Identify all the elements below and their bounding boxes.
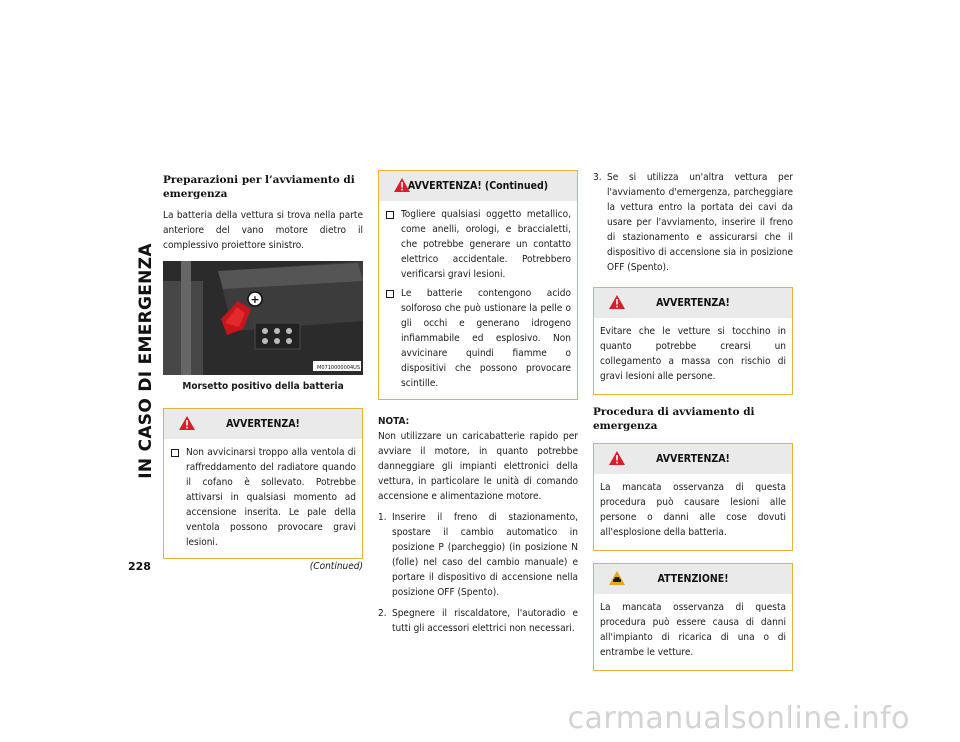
column-2 (378, 170, 578, 636)
svg-text:+: + (250, 293, 260, 306)
warning-title: AVVERTENZA! (Continued) (407, 179, 549, 192)
note-label: NOTA: (378, 416, 410, 427)
step-item (593, 170, 793, 275)
step-number: 1. (378, 512, 387, 523)
caution-car-icon (608, 570, 626, 586)
column-1 (163, 173, 363, 573)
warning-box (163, 408, 363, 559)
warning-header (379, 171, 577, 201)
caution-text: La mancata osservanza di questa procedura può essere causa di danni all'impianto di ricarica di una o di entrambe le vetture. (600, 602, 786, 658)
warning-item (170, 445, 356, 550)
step-item (378, 510, 578, 600)
caution-title: ATTENZIONE! (657, 572, 729, 585)
bullet-box-icon (171, 449, 179, 457)
bullet-box-icon (386, 211, 394, 219)
photo-caption: Morsetto positivo della batteria (182, 381, 344, 392)
column-3 (593, 170, 793, 679)
warning-title: AVVERTENZA! (656, 296, 730, 309)
step-text: Spegnere il riscaldatore, l'autoradio e tutti gli accessori elettrici non necessari. (392, 608, 578, 634)
bullet-box-icon (386, 290, 394, 298)
caution-box (593, 563, 793, 671)
section-heading: Procedura di avviamento di emergenza (593, 406, 755, 432)
note-text: Non utilizzare un caricabatterie rapido per avviare il motore, in quanto potrebbe danneggiare gli impianti elettronici della vettura, in particolare le unità di comando accensione e alimentazione motore. (378, 431, 578, 502)
warning-box (593, 287, 793, 395)
warning-item (385, 286, 571, 391)
step-text: Inserire il freno di stazionamento, spostare il cambio automatico in posizione P (parcheggio) (in posizione N (folle) nel caso del cambio manuale) e portare il dispositivo di accensione nella posizione OFF (Spento). (392, 512, 578, 598)
warning-triangle-icon (608, 450, 626, 466)
caution-header (594, 564, 792, 594)
warning-item-text: Non avvicinarsi troppo alla ventola di raffreddamento del radiatore quando il cofano è sollevato. Potrebbe attivarsi in qualsiasi momento ad accensione inserita. Le pale della ventola possono provocare gravi lesioni. (186, 447, 356, 548)
note-block (378, 414, 578, 504)
caution-body (594, 594, 792, 670)
warning-body (594, 318, 792, 394)
watermark: carmanualsonline.info (567, 701, 910, 736)
section-heading: Preparazioni per l’avviamento di emergenza (163, 174, 355, 200)
warning-triangle-icon (608, 294, 626, 310)
battery-photo-illustration (163, 261, 363, 375)
intro-paragraph: La batteria della vettura si trova nella parte anteriore del vano motore dietro il complessivo proiettore sinistro. (163, 210, 363, 251)
warning-body (164, 439, 362, 558)
warning-body (379, 201, 577, 399)
warning-header (594, 288, 792, 318)
warning-box (593, 443, 793, 551)
step-item (378, 606, 578, 636)
step-number: 2. (378, 608, 387, 619)
warning-item-text: Le batterie contengono acido solforoso che può ustionare la pelle o gli occhi e generano idrogeno infiammabile ed esplosivo. Non avvicinare quindi fiamme o dispositivi che possono provocare scintille. (401, 288, 571, 389)
section-sidebar (135, 163, 157, 558)
photo-code: M0710000004US (317, 365, 360, 371)
step-number: 3. (593, 172, 602, 183)
section-title: IN CASO DI EMERGENZA (136, 242, 156, 479)
page-number: 228 (128, 560, 151, 573)
warning-item-text: Togliere qualsiasi oggetto metallico, come anelli, orologi, e braccialetti, che potrebbe generare un contatto elettrico accidentale. Potrebbero verificarsi gravi lesioni. (401, 209, 571, 280)
warning-box-continued (378, 170, 578, 400)
warning-text: Evitare che le vetture si tocchino in quanto potrebbe crearsi un collegamento a massa con rischio di gravi lesioni alle persone. (600, 326, 786, 382)
warning-header (594, 444, 792, 474)
warning-item (385, 207, 571, 282)
continued-label: (Continued) (309, 561, 363, 572)
warning-title: AVVERTENZA! (656, 452, 730, 465)
battery-photo (163, 261, 363, 375)
warning-body (594, 474, 792, 550)
warning-triangle-icon (178, 415, 196, 431)
warning-title: AVVERTENZA! (226, 417, 300, 430)
step-text: Se si utilizza un'altra vettura per l'avviamento d'emergenza, parcheggiare la vettura entro la portata dei cavi da usare per l'avviamento, inserire il freno di stazionamento e assicurarsi che il dispositivo di accensione sia in posizione OFF (Spento). (607, 172, 793, 273)
warning-triangle-icon (393, 177, 411, 193)
warning-header (164, 409, 362, 439)
warning-text: La mancata osservanza di questa procedura può causare lesioni alle persone o danni alle cose dovuti all'esplosione della batteria. (600, 482, 786, 538)
